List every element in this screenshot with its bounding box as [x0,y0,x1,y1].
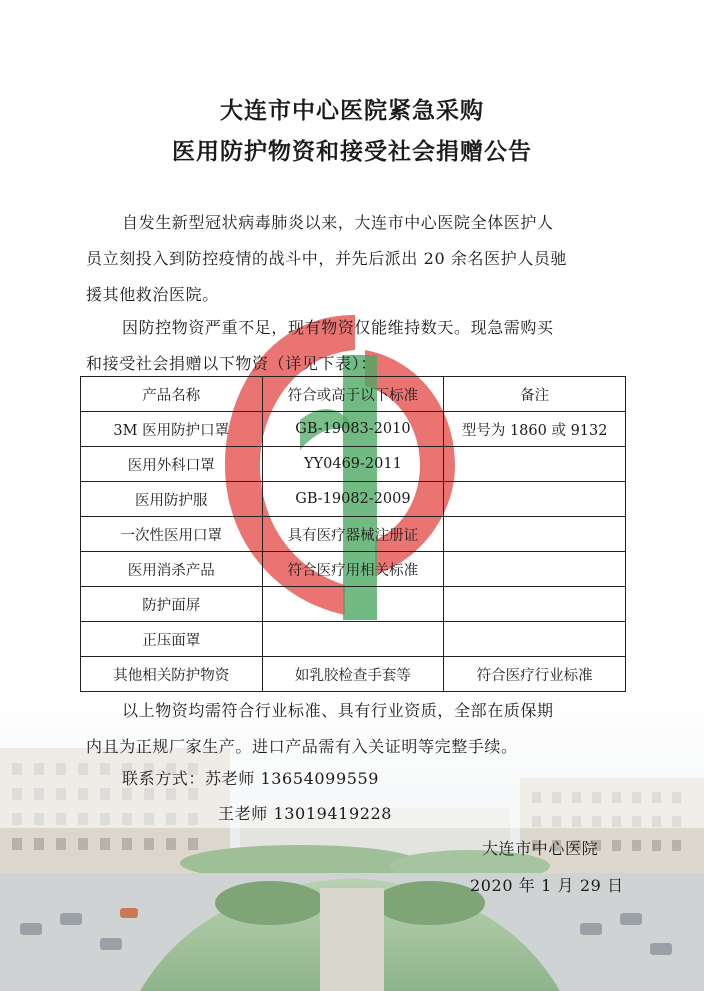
title-line-1: 大连市中心医院紧急采购 [220,98,484,124]
p3-line2: 内且为正规厂家生产。进口产品需有入关证明等完整手续。 [86,737,518,756]
table-header-row [81,377,626,412]
cell-product: 正压面罩 [81,622,263,657]
table-row [81,622,626,657]
paragraph-2 [86,310,626,382]
signature-date: 2020 年 1 月 29 日 [470,876,624,895]
cell-standard: 具有医疗器械注册证 [262,517,444,552]
contact-person-1: 苏老师 13654099559 [205,769,380,788]
cell-remarks [444,517,626,552]
cell-standard [262,587,444,622]
cell-remarks [444,587,626,622]
table-row [81,447,626,482]
table-row [81,552,626,587]
contact-person-2: 王老师 13019419228 [218,804,393,823]
cell-standard [262,622,444,657]
materials-table [80,376,626,692]
cell-remarks [444,552,626,587]
p1-line3: 援其他救治医院。 [86,285,219,304]
cell-product: 一次性医用口罩 [81,517,263,552]
cell-product: 防护面屏 [81,587,263,622]
cell-remarks [444,482,626,517]
p3-line1: 以上物资均需符合行业标准、具有行业资质，全部在质保期 [122,701,554,720]
table-row [81,657,626,692]
header-standard: 符合或高于以下标准 [262,377,444,412]
p1-line2: 员立刻投入到防控疫情的战斗中，并先后派出 20 余名医护人员驰 [86,249,568,268]
contact-line-1 [122,766,379,789]
cell-standard: 如乳胶检查手套等 [262,657,444,692]
cell-standard: GB-19082-2009 [262,482,444,517]
paragraph-1 [86,205,626,313]
table-row [81,587,626,622]
cell-remarks [444,622,626,657]
header-remarks: 备注 [444,377,626,412]
title-line-2: 医用防护物资和接受社会捐赠公告 [172,139,532,165]
signature-org: 大连市中心医院 [482,839,599,858]
table-row [81,412,626,447]
cell-standard: YY0469-2011 [262,447,444,482]
header-product-name: 产品名称 [81,377,263,412]
p1-line1: 自发生新型冠状病毒肺炎以来，大连市中心医院全体医护人 [122,213,554,232]
cell-remarks [444,447,626,482]
cell-remarks: 符合医疗行业标准 [444,657,626,692]
cell-standard: GB-19083-2010 [262,412,444,447]
cell-product: 其他相关防护物资 [81,657,263,692]
cell-product: 医用外科口罩 [81,447,263,482]
cell-remarks: 型号为 1860 或 9132 [444,412,626,447]
paragraph-3 [86,693,626,765]
table-row [81,517,626,552]
p2-line2: 和接受社会捐赠以下物资（详见下表）： [86,354,377,373]
contact-line-2 [218,801,392,824]
cell-product: 3M 医用防护口罩 [81,412,263,447]
contact-label: 联系方式： [122,769,206,788]
cell-product: 医用防护服 [81,482,263,517]
p2-line1: 因防控物资严重不足，现有物资仅能维持数天。现急需购买 [122,318,554,337]
cell-product: 医用消杀产品 [81,552,263,587]
table-row [81,482,626,517]
cell-standard: 符合医疗用相关标准 [262,552,444,587]
